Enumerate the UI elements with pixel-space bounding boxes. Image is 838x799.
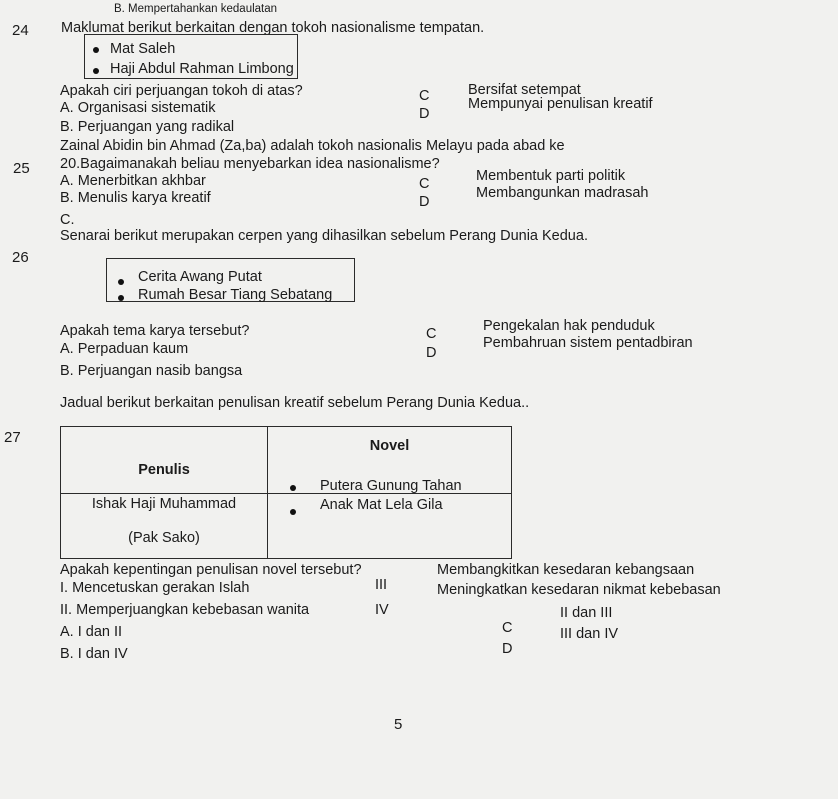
q25-option-c-letter[interactable]: C [419,176,430,192]
q27-number: 27 [4,429,21,446]
q27-option-c-letter[interactable]: C [502,620,513,636]
q24-option-d-letter[interactable]: D [419,106,430,122]
bullet-icon [93,68,99,74]
bullet-icon [290,509,296,515]
q24-stem: Maklumat berikut berkaitan dengan tokoh nasionalisme tempatan. [61,20,485,36]
q27-stem: Jadual berikut berkaitan penulisan kreatif sebelum Perang Dunia Kedua.. [60,395,530,411]
table-cell-author [61,494,268,559]
q24-option-a[interactable]: A. Organisasi sistematik [60,100,216,116]
q24-option-c-letter[interactable]: C [419,88,430,104]
q26-option-a[interactable]: A. Perpaduan kaum [60,341,189,357]
q25-option-b[interactable]: B. Menulis karya kreatif [60,190,211,206]
bullet-icon [118,279,124,285]
q26-option-d[interactable]: Pembahruan sistem pentadbiran [483,335,693,351]
q26-list-item-2: Rumah Besar Tiang Sebatang [138,287,333,303]
q27-statement-iv-number: IV [375,602,389,618]
q27-option-d[interactable]: III dan IV [560,626,619,642]
q26-list-item-1: Cerita Awang Putat [138,269,262,285]
q24-list-item-1: Mat Saleh [110,41,176,57]
q24-option-b[interactable]: B. Perjuangan yang radikal [60,119,235,135]
q27-statement-iii-number: III [375,577,388,593]
q27-statement-iii: Membangkitkan kesedaran kebangsaan [437,562,695,578]
q27-option-d-letter[interactable]: D [502,641,513,657]
previous-option-fragment: B. Mempertahankan kedaulatan [114,3,278,15]
bullet-icon [93,47,99,53]
page-number: 5 [394,716,403,733]
q26-option-d-letter[interactable]: D [426,345,437,361]
q24-list-item-2: Haji Abdul Rahman Limbong [110,61,294,77]
q25-question: 20.Bagaimanakah beliau menyebarkan idea nasionalisme? [60,156,440,172]
novel-title-2: Anak Mat Lela Gila [320,497,443,513]
q25-option-c[interactable]: Membentuk parti politik [476,168,626,184]
bullet-icon [118,295,124,301]
table-header-novel: Novel [268,427,512,494]
q27-table [60,426,512,559]
author-name: Ishak Haji Muhammad [91,496,237,512]
q24-question: Apakah ciri perjuangan tokoh di atas? [60,83,303,99]
q24-option-c[interactable]: Bersifat setempat [468,82,581,98]
q25-stem: Zainal Abidin bin Ahmad (Za,ba) adalah tokoh nasionalis Melayu pada abad ke [60,138,565,154]
q27-option-a[interactable]: A. I dan II [60,624,123,640]
q24-option-d[interactable]: Mempunyai penulisan kreatif [468,96,653,112]
q26-stem: Senarai berikut merupakan cerpen yang dihasilkan sebelum Perang Dunia Kedua. [60,228,588,244]
q26-option-c[interactable]: Pengekalan hak penduduk [483,318,655,334]
q26-question: Apakah tema karya tersebut? [60,323,250,339]
table-header-penulis: Penulis [61,427,268,494]
q26-option-b[interactable]: B. Perjuangan nasib bangsa [60,363,243,379]
q27-statement-i: I. Mencetuskan gerakan Islah [60,580,250,596]
bullet-icon [290,485,296,491]
q25-number: 25 [13,160,30,177]
q25-option-d[interactable]: Membangunkan madrasah [476,185,649,201]
author-pen-name: (Pak Sako) [128,530,200,546]
novel-title-1: Putera Gunung Tahan [320,478,462,494]
q27-option-b[interactable]: B. I dan IV [60,646,128,662]
q26-number: 26 [12,249,29,266]
q27-statement-iv: Meningkatkan kesedaran nikmat kebebasan [437,582,721,598]
q26-option-c-letter[interactable]: C [426,326,437,342]
q27-statement-ii: II. Memperjuangkan kebebasan wanita [60,602,310,618]
q25-extra-c: C. [60,212,75,228]
q27-option-c[interactable]: II dan III [560,605,613,621]
q25-option-d-letter[interactable]: D [419,194,430,210]
q25-option-a[interactable]: A. Menerbitkan akhbar [60,173,206,189]
q24-number: 24 [12,22,29,39]
q27-question: Apakah kepentingan penulisan novel tersebut? [60,562,362,578]
table-cell-novels [268,478,512,559]
